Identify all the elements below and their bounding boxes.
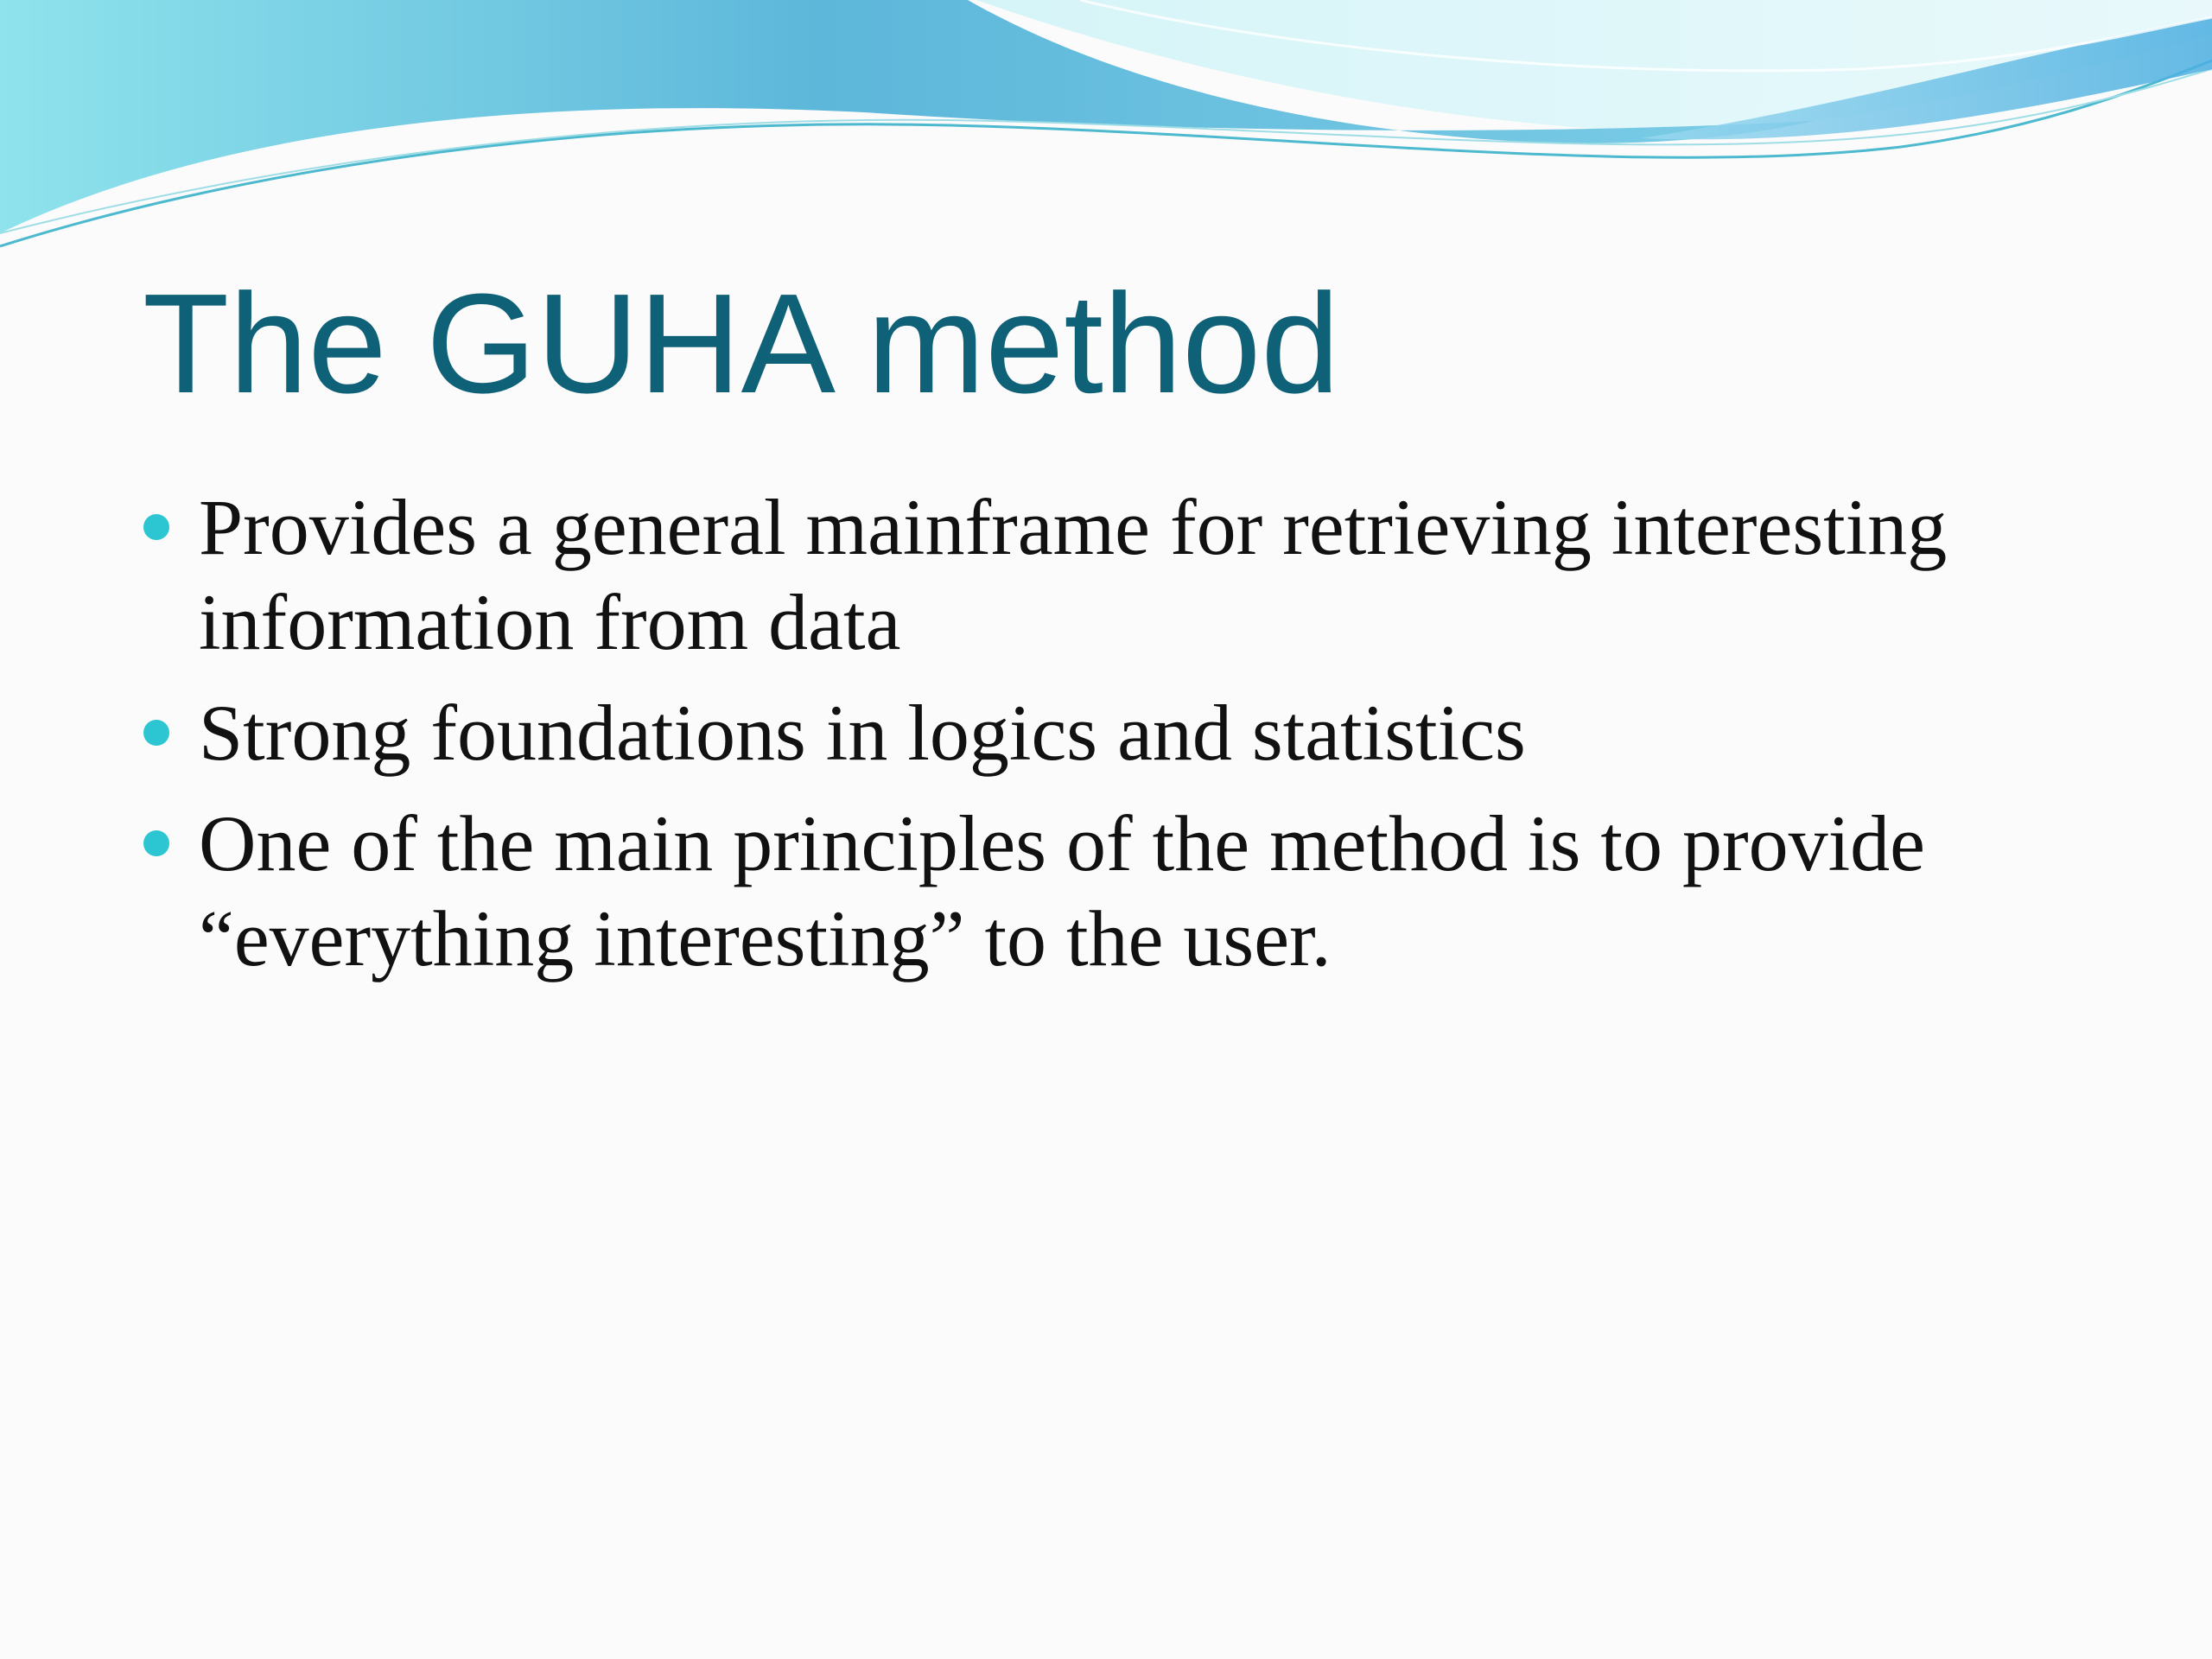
bullet-item: [138, 480, 2091, 670]
bullet-list: [138, 480, 2091, 1001]
bullet-dot-icon: [143, 830, 169, 856]
slide-title: The GUHA method: [143, 264, 1340, 423]
header-wave-decoration: [0, 0, 2212, 259]
bullet-item: [138, 685, 2091, 780]
bullet-text: Provides a general mainframe for retrieving interesting information from data: [199, 483, 1948, 666]
bullet-item: [138, 796, 2091, 986]
bullet-text: One of the main principles of the method is to provide “everything interesting” to the user.: [199, 799, 1925, 982]
bullet-dot-icon: [143, 514, 169, 540]
bullet-dot-icon: [143, 720, 169, 746]
bullet-text: Strong foundations in logics and statistics: [199, 689, 1526, 777]
